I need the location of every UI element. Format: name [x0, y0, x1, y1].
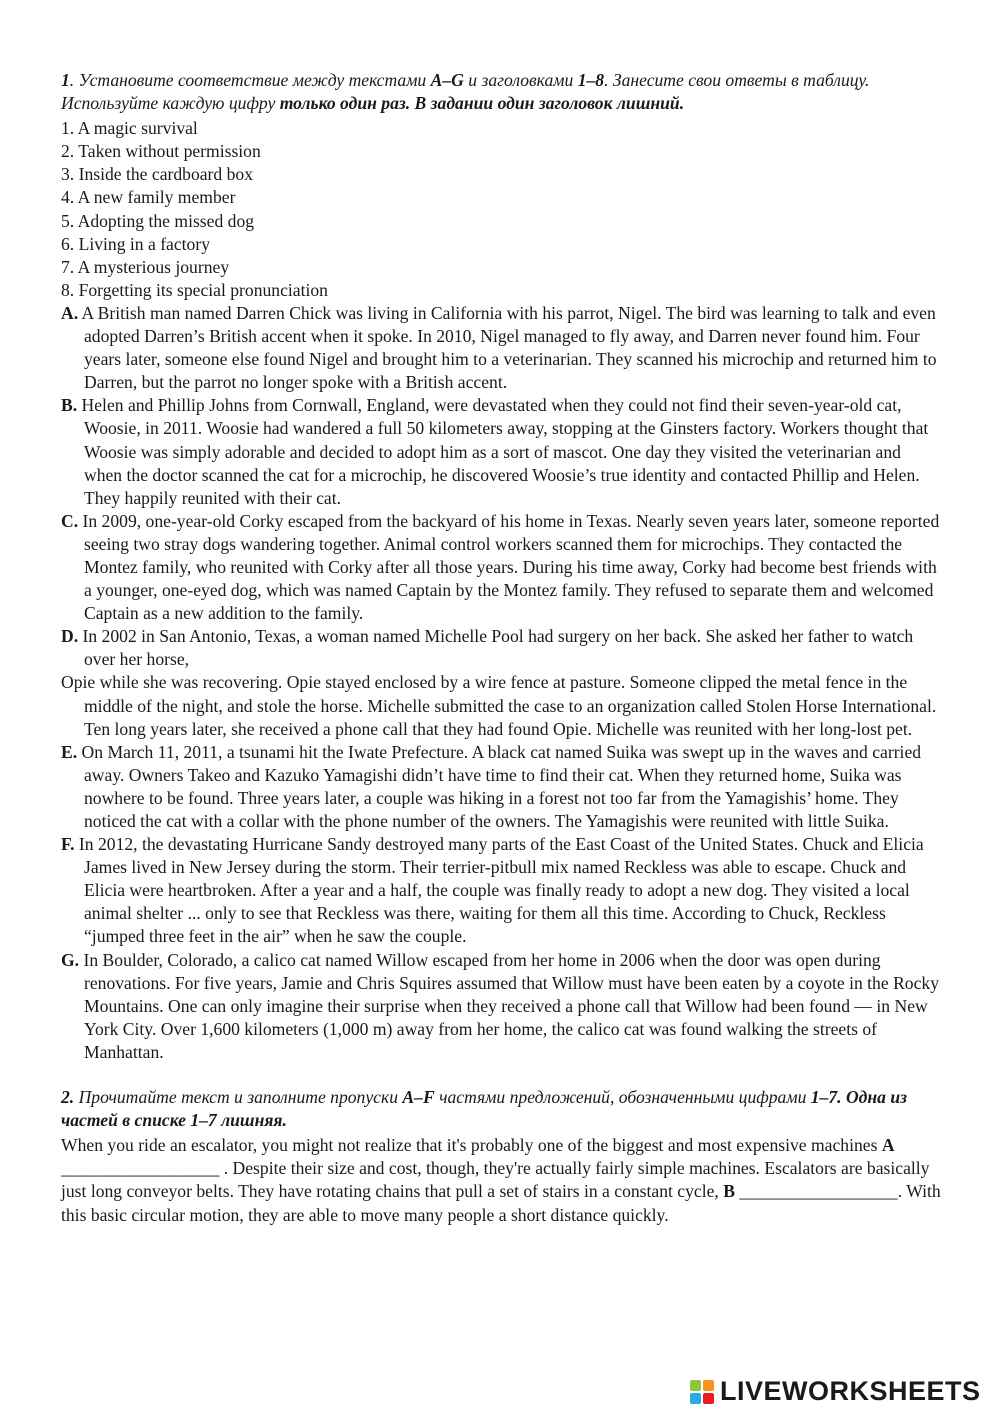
story-text: On March 11, 2011, a tsunami hit the Iwate Prefecture. A black cat named Suika was swept up in the waves and carried away. Owners Takeo and Kazuko Yamagishi didn’t have time to find their cat. When they returned home, Suika was nowhere to be found. Three years later, a couple was hiking in a forest not too far from the Yamagishis’ home. They noticed the cat with a collar with the phone number of the owners. The Yamagishis were reunited with little Suika.: [77, 741, 922, 831]
task2-instruction-part: частями предложений, обозначенными цифрами: [434, 1087, 811, 1108]
story-a: [61, 302, 941, 394]
story-letter: D.: [61, 626, 79, 647]
escalator-text: [61, 1134, 941, 1226]
task1-instruction-part: . Установите соответствие между текстами: [69, 70, 431, 90]
story-letter: C.: [61, 510, 79, 531]
task2-instruction-part: Прочитайте текст и заполните пропуски: [74, 1087, 403, 1108]
headings-list: [61, 117, 941, 302]
heading-item: 8. Forgetting its special pronunciation: [61, 279, 328, 300]
task1-instruction: [61, 69, 941, 115]
gap-a-blank[interactable]: __________________: [61, 1158, 224, 1179]
heading-item: 6. Living in a factory: [61, 233, 211, 254]
heading-item: 5. Adopting the missed dog: [61, 210, 255, 231]
gap-b-letter: B: [723, 1181, 735, 1202]
story-text: A British man named Darren Chick was living in California with his parrot, Nigel. The bird was learning to talk and even adopted Darren’s British accent when it spoke. In 2010, Nigel managed to fly away, and Darren never found him. Four years later, someone else found Nigel and brought him to a veterinarian. They scanned his microchip and returned him to Darren, but the parrot no longer spoke with a British accent.: [78, 302, 937, 393]
task1-instruction-numbers: 1–8: [577, 70, 605, 90]
story-e: [61, 741, 941, 833]
logo-square-blue: [690, 1393, 701, 1404]
escalator-text-part: . Despite their size and cost, though, they're actually fairly simple machines. Escalators are basically just long conveyor belts. They have rotating chains that pull a set of stairs in a constant cycle,: [61, 1158, 930, 1202]
story-letter: B.: [61, 395, 78, 416]
gap-a-letter: A: [881, 1135, 895, 1156]
task2-instruction-letters: A–F: [402, 1087, 435, 1108]
story-letter: G.: [61, 949, 80, 970]
story-text: Helen and Phillip Johns from Cornwall, England, were devastated when they could not find their seven-year-old cat, Woosie, in 2011. Woosie had wandered a full 50 kilometers away, stopping at the Ginsters factory. Workers thought that Woosie was simply adorable and decided to adopt him as a sort of mascot. One day they visited the veterinarian and when the doctor scanned the cat for a microchip, he discovered Woosie’s true identity and contacted Phillip and Helen. They happily reunited with their cat.: [77, 395, 929, 508]
heading-item: 3. Inside the cardboard box: [61, 164, 254, 185]
story-c: [61, 510, 941, 625]
story-letter: E.: [61, 741, 78, 762]
heading-item: 1. A magic survival: [61, 118, 198, 139]
story-text: In 2002 in San Antonio, Texas, a woman named Michelle Pool had surgery on her back. She asked her father to watch over her horse,: [78, 626, 914, 670]
story-text: In 2012, the devastating Hurricane Sandy destroyed many parts of the East Coast of the United States. Chuck and Elicia James lived in New Jersey during the storm. Their terrier-pitbull mix named Reckless was able to escape. Chuck and Elicia were heartbroken. After a year and a half, the couple was finally ready to adopt a new dog. They visited a local animal shelter ... only to see that Reckless was there, waiting for them all this time. According to Chuck, Reckless “jumped three feet in the air” when he saw the couple.: [74, 834, 924, 947]
worksheet-page: [61, 69, 941, 1227]
section-spacer: [61, 1064, 941, 1086]
task1-instruction-part: . Занесите свои ответы в таблицу. Используйте каждую цифру: [61, 70, 870, 114]
task1-number: 1: [61, 70, 70, 90]
escalator-text-part: . With this basic circular motion, they are able to move many people a short distance quickly.: [61, 1181, 941, 1225]
story-d: [61, 625, 941, 671]
story-text: In 2009, one-year-old Corky escaped from the backyard of his home in Texas. Nearly seven years later, someone reported seeing two stray dogs wandering together. Animal control workers scanned them for microchips. They contacted the Montez family, who reunited with Corky after all those years. During his time away, Corky had become best friends with a younger, one-eyed dog, which was named Captain by the Montez family. They refused to separate them and welcomed Captain as a new addition to the family.: [78, 510, 940, 624]
logo-square-red: [703, 1393, 714, 1404]
logo-square-green: [690, 1380, 701, 1391]
escalator-text-part: When you ride an escalator, you might not realize that it's probably one of the biggest and most expensive machines: [61, 1135, 882, 1156]
logo-icon: [690, 1380, 714, 1404]
gap-b-blank[interactable]: __________________: [734, 1181, 898, 1202]
task2-instruction: [61, 1086, 941, 1132]
heading-item: 4. A new family member: [61, 187, 236, 208]
story-b: [61, 394, 941, 509]
task1-instruction-emphasis: только один раз. В задании один заголовок лишний.: [279, 93, 685, 114]
logo-text: LIVEWORKSHEETS: [720, 1376, 981, 1407]
story-g: [61, 949, 941, 1064]
task2-number: 2.: [61, 1087, 75, 1108]
task1-instruction-part: и заголовками: [463, 70, 578, 90]
heading-item: 7. A mysterious journey: [61, 256, 230, 277]
story-letter: A.: [61, 302, 79, 323]
story-f: [61, 833, 941, 948]
story-letter: F.: [61, 834, 75, 855]
story-text: In Boulder, Colorado, a calico cat named Willow escaped from her home in 2006 when the door was open during renovations. For five years, Jamie and Chris Squires assumed that Willow must have been eaten by a coyote in the Rocky Mountains. One can only imagine their surprise when they received a phone call that Willow had been found — in New York City. Over 1,600 kilometers (1,000 m) away from her home, the calico cat was found walking the streets of Manhattan.: [79, 949, 939, 1062]
story-d-continued: Opie while she was recovering. Opie stayed enclosed by a wire fence at pasture. Someone clipped the metal fence in the middle of the night, and stole the horse. Michelle submitted the case to an organization called Stolen Horse International. Ten long years later, she received a phone call that they had found Opie. Michelle was reunited with her long-lost pet.: [61, 672, 937, 739]
task1-instruction-letters: A–G: [430, 70, 464, 90]
liveworksheets-logo: [690, 1377, 981, 1407]
logo-square-orange: [703, 1380, 714, 1391]
task2-instruction-emphasis: 1–7. Одна из частей в списке 1–7 лишняя.: [61, 1087, 908, 1131]
heading-item: 2. Taken without permission: [61, 141, 261, 162]
